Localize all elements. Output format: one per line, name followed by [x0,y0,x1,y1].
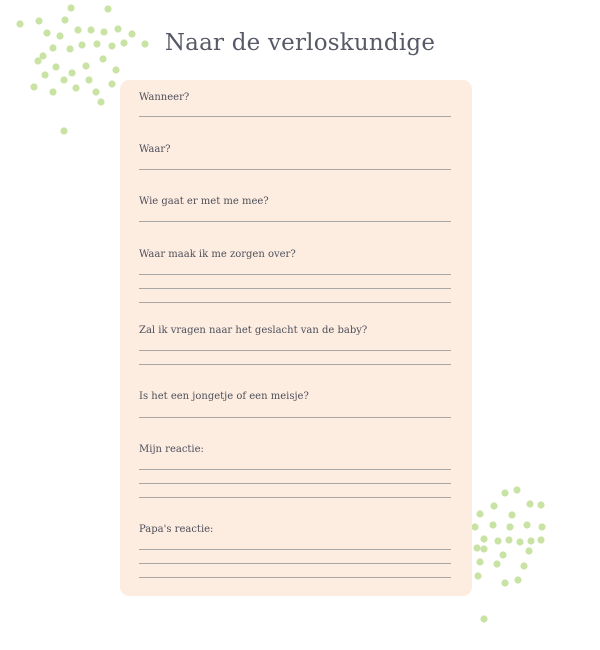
answer-line[interactable] [139,221,451,222]
bottom-right-dot-cluster [471,486,545,622]
question-label: Zal ik vragen naar het geslacht van de baby? [139,325,368,336]
question-label: Waar maak ik me zorgen over? [139,249,296,260]
answer-line[interactable] [139,302,451,303]
answer-line[interactable] [139,549,451,550]
answer-line[interactable] [139,116,451,117]
answer-line[interactable] [139,364,451,365]
question-waar [139,143,451,157]
answer-line[interactable] [139,497,451,498]
answer-line[interactable] [139,563,451,564]
question-label: Is het een jongetje of een meisje? [139,391,309,402]
question-zorgen [139,248,451,262]
answer-line[interactable] [139,469,451,470]
answer-line[interactable] [139,350,451,351]
answer-line[interactable] [139,483,451,484]
question-wie [139,195,451,209]
answer-line[interactable] [139,169,451,170]
page-title: Naar de verloskundige [164,30,436,56]
question-jongetje-meisje [139,390,451,404]
answer-line[interactable] [139,288,451,289]
question-label: Wie gaat er met me mee? [139,196,269,207]
question-label: Mijn reactie: [139,444,204,455]
question-wanneer [139,91,451,105]
question-label: Waar? [139,144,171,155]
question-card [120,80,472,596]
question-label: Papa's reactie: [139,524,214,535]
question-label: Wanneer? [139,92,190,103]
answer-line[interactable] [139,274,451,275]
answer-line[interactable] [139,577,451,578]
question-geslacht-vragen [139,324,451,338]
question-papa-reactie [139,523,451,537]
question-mijn-reactie [139,443,451,457]
answer-line[interactable] [139,417,451,418]
